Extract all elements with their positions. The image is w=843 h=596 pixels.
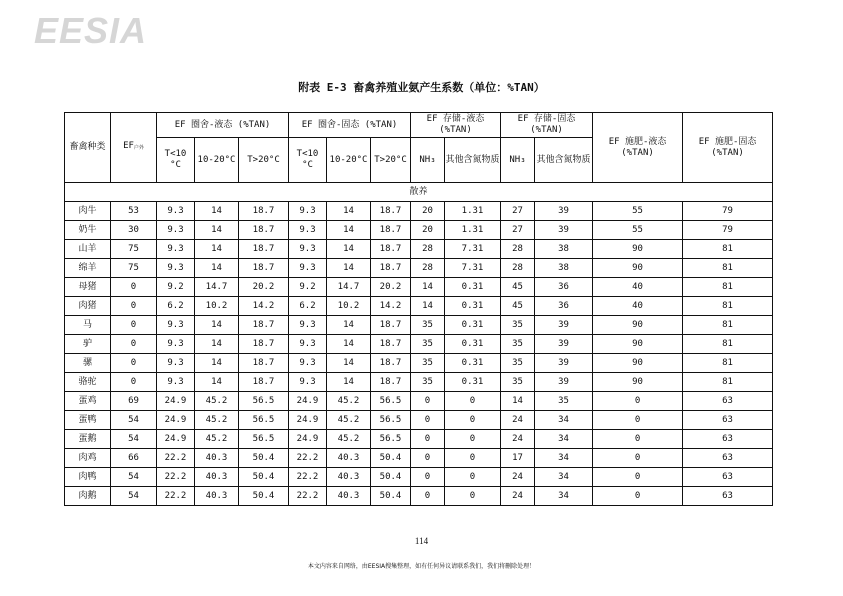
value-cell: 0 <box>411 468 445 487</box>
value-cell: 22.2 <box>157 487 195 506</box>
value-cell: 63 <box>683 411 773 430</box>
value-cell: 20.2 <box>239 278 289 297</box>
animal-cell: 马 <box>65 316 111 335</box>
value-cell: 0 <box>111 354 157 373</box>
value-cell: 63 <box>683 430 773 449</box>
value-cell: 24.9 <box>289 392 327 411</box>
value-cell: 40.3 <box>195 468 239 487</box>
value-cell: 0 <box>445 487 501 506</box>
page-number: 114 <box>414 536 429 546</box>
value-cell: 9.2 <box>157 278 195 297</box>
value-cell: 24 <box>501 430 535 449</box>
value-cell: 0 <box>411 449 445 468</box>
value-cell: 35 <box>501 354 535 373</box>
value-cell: 63 <box>683 392 773 411</box>
value-cell: 35 <box>501 335 535 354</box>
value-cell: 6.2 <box>157 297 195 316</box>
animal-cell: 肉鹅 <box>65 487 111 506</box>
value-cell: 18.7 <box>371 259 411 278</box>
value-cell: 17 <box>501 449 535 468</box>
table-row <box>65 354 773 373</box>
header-group-5: EF 施肥-液态 (%TAN) <box>593 113 683 183</box>
value-cell: 14 <box>327 373 371 392</box>
value-cell: 14 <box>327 240 371 259</box>
header-t-high: T>20°C <box>371 138 411 183</box>
header-ef-outdoor: $EF_{户外}$ <box>111 113 157 183</box>
value-cell: 45.2 <box>327 392 371 411</box>
table-row <box>65 221 773 240</box>
table-row <box>65 411 773 430</box>
value-cell: 39 <box>535 202 593 221</box>
animal-cell: 驴 <box>65 335 111 354</box>
value-cell: 18.7 <box>239 202 289 221</box>
value-cell: 35 <box>411 354 445 373</box>
value-cell: 0 <box>593 430 683 449</box>
value-cell: 18.7 <box>371 202 411 221</box>
value-cell: 14 <box>195 373 239 392</box>
value-cell: 9.3 <box>289 354 327 373</box>
value-cell: 55 <box>593 202 683 221</box>
value-cell: 0.31 <box>445 354 501 373</box>
header-nh3: NH₃ <box>411 138 445 183</box>
value-cell: 24 <box>501 487 535 506</box>
value-cell: 18.7 <box>239 354 289 373</box>
value-cell: 45.2 <box>327 430 371 449</box>
value-cell: 18.7 <box>371 316 411 335</box>
value-cell: 50.4 <box>371 487 411 506</box>
value-cell: 90 <box>593 373 683 392</box>
header-other-n: 其他含氮物质 <box>535 138 593 183</box>
value-cell: 45.2 <box>327 411 371 430</box>
value-cell: 7.31 <box>445 259 501 278</box>
value-cell: 0 <box>593 392 683 411</box>
table-row <box>65 278 773 297</box>
value-cell: 54 <box>111 411 157 430</box>
value-cell: 9.3 <box>157 202 195 221</box>
header-animal: 畜禽种类 <box>65 113 111 183</box>
value-cell: 14 <box>327 221 371 240</box>
value-cell: 34 <box>535 411 593 430</box>
value-cell: 40.3 <box>327 449 371 468</box>
value-cell: 55 <box>593 221 683 240</box>
value-cell: 0 <box>445 430 501 449</box>
value-cell: 45 <box>501 278 535 297</box>
animal-cell: 肉牛 <box>65 202 111 221</box>
header-group-4: EF 存储-固态 (%TAN) <box>501 113 593 138</box>
value-cell: 9.3 <box>289 335 327 354</box>
value-cell: 0 <box>411 487 445 506</box>
header-t-high: T>20°C <box>239 138 289 183</box>
value-cell: 45.2 <box>195 430 239 449</box>
value-cell: 0 <box>593 449 683 468</box>
value-cell: 14 <box>327 316 371 335</box>
table-row <box>65 240 773 259</box>
value-cell: 22.2 <box>289 487 327 506</box>
value-cell: 81 <box>683 259 773 278</box>
animal-cell: 骡 <box>65 354 111 373</box>
value-cell: 14 <box>411 297 445 316</box>
value-cell: 56.5 <box>371 411 411 430</box>
value-cell: 39 <box>535 221 593 240</box>
value-cell: 14 <box>195 221 239 240</box>
value-cell: 14 <box>195 259 239 278</box>
value-cell: 7.31 <box>445 240 501 259</box>
value-cell: 18.7 <box>239 259 289 278</box>
value-cell: 28 <box>501 240 535 259</box>
table-row <box>65 449 773 468</box>
table-row <box>65 297 773 316</box>
value-cell: 1.31 <box>445 221 501 240</box>
header-group-2: EF 圈舍-固态 (%TAN) <box>289 113 411 138</box>
value-cell: 39 <box>535 335 593 354</box>
value-cell: 79 <box>683 221 773 240</box>
value-cell: 66 <box>111 449 157 468</box>
value-cell: 90 <box>593 240 683 259</box>
value-cell: 56.5 <box>371 430 411 449</box>
value-cell: 30 <box>111 221 157 240</box>
value-cell: 14 <box>195 335 239 354</box>
value-cell: 9.3 <box>289 316 327 335</box>
animal-cell: 母猪 <box>65 278 111 297</box>
animal-cell: 蛋鸭 <box>65 411 111 430</box>
section-label: 散养 <box>65 183 773 202</box>
value-cell: 40 <box>593 278 683 297</box>
value-cell: 14 <box>195 202 239 221</box>
header-group-3: EF 存储-液态 (%TAN) <box>411 113 501 138</box>
table-row <box>65 392 773 411</box>
table-row <box>65 335 773 354</box>
value-cell: 1.31 <box>445 202 501 221</box>
value-cell: 24.9 <box>289 411 327 430</box>
value-cell: 63 <box>683 487 773 506</box>
value-cell: 24.9 <box>289 430 327 449</box>
value-cell: 18.7 <box>371 373 411 392</box>
header-group-6: EF 施肥-固态 (%TAN) <box>683 113 773 183</box>
value-cell: 81 <box>683 354 773 373</box>
animal-cell: 蛋鸡 <box>65 392 111 411</box>
value-cell: 50.4 <box>239 487 289 506</box>
value-cell: 39 <box>535 373 593 392</box>
value-cell: 27 <box>501 202 535 221</box>
animal-cell: 肉鸭 <box>65 468 111 487</box>
table-title: 附表 E-3 畜禽养殖业氨产生系数（单位：%TAN） <box>298 81 545 94</box>
value-cell: 24.9 <box>157 430 195 449</box>
value-cell: 0 <box>411 392 445 411</box>
value-cell: 45.2 <box>195 392 239 411</box>
value-cell: 0.31 <box>445 373 501 392</box>
value-cell: 50.4 <box>239 449 289 468</box>
value-cell: 34 <box>535 468 593 487</box>
value-cell: 9.3 <box>289 259 327 278</box>
value-cell: 56.5 <box>239 392 289 411</box>
value-cell: 35 <box>501 373 535 392</box>
value-cell: 10.2 <box>195 297 239 316</box>
value-cell: 18.7 <box>371 335 411 354</box>
value-cell: 90 <box>593 316 683 335</box>
value-cell: 54 <box>111 468 157 487</box>
animal-cell: 山羊 <box>65 240 111 259</box>
value-cell: 18.7 <box>239 221 289 240</box>
value-cell: 0 <box>445 411 501 430</box>
value-cell: 18.7 <box>239 335 289 354</box>
header-t-low: T<10 °C <box>289 138 327 183</box>
value-cell: 63 <box>683 468 773 487</box>
value-cell: 0 <box>593 468 683 487</box>
value-cell: 38 <box>535 240 593 259</box>
value-cell: 81 <box>683 373 773 392</box>
value-cell: 14.2 <box>371 297 411 316</box>
value-cell: 34 <box>535 487 593 506</box>
value-cell: 28 <box>411 240 445 259</box>
value-cell: 22.2 <box>157 449 195 468</box>
value-cell: 0 <box>445 449 501 468</box>
value-cell: 90 <box>593 335 683 354</box>
value-cell: 0.31 <box>445 335 501 354</box>
value-cell: 50.4 <box>371 468 411 487</box>
value-cell: 14 <box>411 278 445 297</box>
value-cell: 9.3 <box>157 316 195 335</box>
value-cell: 9.2 <box>289 278 327 297</box>
value-cell: 14.7 <box>195 278 239 297</box>
value-cell: 22.2 <box>289 449 327 468</box>
value-cell: 14.2 <box>239 297 289 316</box>
value-cell: 14 <box>327 335 371 354</box>
emission-factor-table <box>64 112 773 506</box>
value-cell: 40.3 <box>195 487 239 506</box>
value-cell: 81 <box>683 297 773 316</box>
value-cell: 0 <box>411 411 445 430</box>
value-cell: 56.5 <box>239 411 289 430</box>
animal-cell: 蛋鹅 <box>65 430 111 449</box>
value-cell: 9.3 <box>289 202 327 221</box>
value-cell: 35 <box>411 335 445 354</box>
value-cell: 81 <box>683 278 773 297</box>
footer-note: 本文内容来自网络，由EESIA搜集整理，如有任何异议请联系我们，我们将删除处理！ <box>307 563 536 570</box>
value-cell: 22.2 <box>157 468 195 487</box>
value-cell: 35 <box>411 316 445 335</box>
value-cell: 0.31 <box>445 316 501 335</box>
value-cell: 18.7 <box>371 354 411 373</box>
value-cell: 54 <box>111 487 157 506</box>
value-cell: 14 <box>327 202 371 221</box>
value-cell: 9.3 <box>157 354 195 373</box>
header-t-mid: 10-20°C <box>195 138 239 183</box>
value-cell: 14 <box>195 316 239 335</box>
value-cell: 9.3 <box>289 373 327 392</box>
value-cell: 34 <box>535 430 593 449</box>
value-cell: 9.3 <box>157 373 195 392</box>
value-cell: 36 <box>535 278 593 297</box>
value-cell: 56.5 <box>239 430 289 449</box>
value-cell: 40.3 <box>195 449 239 468</box>
value-cell: 20.2 <box>371 278 411 297</box>
value-cell: 54 <box>111 430 157 449</box>
value-cell: 28 <box>411 259 445 278</box>
value-cell: 27 <box>501 221 535 240</box>
value-cell: 18.7 <box>239 373 289 392</box>
animal-cell: 肉鸡 <box>65 449 111 468</box>
value-cell: 24 <box>501 468 535 487</box>
value-cell: 20 <box>411 221 445 240</box>
value-cell: 9.3 <box>157 240 195 259</box>
value-cell: 9.3 <box>157 335 195 354</box>
table-row <box>65 202 773 221</box>
value-cell: 0 <box>445 392 501 411</box>
value-cell: 81 <box>683 335 773 354</box>
value-cell: 22.2 <box>289 468 327 487</box>
value-cell: 18.7 <box>239 316 289 335</box>
value-cell: 36 <box>535 297 593 316</box>
logo: EESIA <box>34 10 148 51</box>
value-cell: 20 <box>411 202 445 221</box>
value-cell: 14.7 <box>327 278 371 297</box>
value-cell: 75 <box>111 240 157 259</box>
value-cell: 9.3 <box>157 259 195 278</box>
header-t-mid: 10-20°C <box>327 138 371 183</box>
value-cell: 14 <box>501 392 535 411</box>
value-cell: 28 <box>501 259 535 278</box>
header-t-low: T<10 °C <box>157 138 195 183</box>
value-cell: 24.9 <box>157 392 195 411</box>
value-cell: 0 <box>593 411 683 430</box>
value-cell: 90 <box>593 259 683 278</box>
value-cell: 18.7 <box>371 240 411 259</box>
value-cell: 24.9 <box>157 411 195 430</box>
value-cell: 39 <box>535 316 593 335</box>
table-row <box>65 430 773 449</box>
value-cell: 18.7 <box>371 221 411 240</box>
value-cell: 50.4 <box>239 468 289 487</box>
value-cell: 0 <box>593 487 683 506</box>
value-cell: 40 <box>593 297 683 316</box>
value-cell: 0 <box>411 430 445 449</box>
table-row <box>65 259 773 278</box>
value-cell: 0.31 <box>445 297 501 316</box>
value-cell: 14 <box>195 354 239 373</box>
value-cell: 9.3 <box>157 221 195 240</box>
table-row <box>65 487 773 506</box>
value-cell: 0 <box>111 373 157 392</box>
value-cell: 24 <box>501 411 535 430</box>
value-cell: 39 <box>535 354 593 373</box>
value-cell: 0 <box>111 316 157 335</box>
table-row <box>65 373 773 392</box>
value-cell: 0 <box>111 278 157 297</box>
header-nh3: NH₃ <box>501 138 535 183</box>
value-cell: 69 <box>111 392 157 411</box>
value-cell: 6.2 <box>289 297 327 316</box>
value-cell: 90 <box>593 354 683 373</box>
value-cell: 34 <box>535 449 593 468</box>
value-cell: 0.31 <box>445 278 501 297</box>
animal-cell: 奶牛 <box>65 221 111 240</box>
value-cell: 79 <box>683 202 773 221</box>
animal-cell: 绵羊 <box>65 259 111 278</box>
value-cell: 10.2 <box>327 297 371 316</box>
value-cell: 35 <box>501 316 535 335</box>
value-cell: 0 <box>111 335 157 354</box>
header-other-n: 其他含氮物质 <box>445 138 501 183</box>
value-cell: 14 <box>195 240 239 259</box>
value-cell: 40.3 <box>327 487 371 506</box>
value-cell: 18.7 <box>239 240 289 259</box>
value-cell: 38 <box>535 259 593 278</box>
value-cell: 0 <box>445 468 501 487</box>
value-cell: 45.2 <box>195 411 239 430</box>
value-cell: 9.3 <box>289 221 327 240</box>
animal-cell: 肉猪 <box>65 297 111 316</box>
value-cell: 45 <box>501 297 535 316</box>
value-cell: 14 <box>327 354 371 373</box>
value-cell: 35 <box>411 373 445 392</box>
table-row <box>65 316 773 335</box>
value-cell: 75 <box>111 259 157 278</box>
value-cell: 63 <box>683 449 773 468</box>
animal-cell: 骆驼 <box>65 373 111 392</box>
value-cell: 50.4 <box>371 449 411 468</box>
value-cell: 56.5 <box>371 392 411 411</box>
header-group-1: EF 圈舍-液态 (%TAN) <box>157 113 289 138</box>
value-cell: 53 <box>111 202 157 221</box>
value-cell: 40.3 <box>327 468 371 487</box>
value-cell: 0 <box>111 297 157 316</box>
value-cell: 81 <box>683 240 773 259</box>
value-cell: 9.3 <box>289 240 327 259</box>
table-row <box>65 468 773 487</box>
value-cell: 35 <box>535 392 593 411</box>
value-cell: 81 <box>683 316 773 335</box>
value-cell: 14 <box>327 259 371 278</box>
